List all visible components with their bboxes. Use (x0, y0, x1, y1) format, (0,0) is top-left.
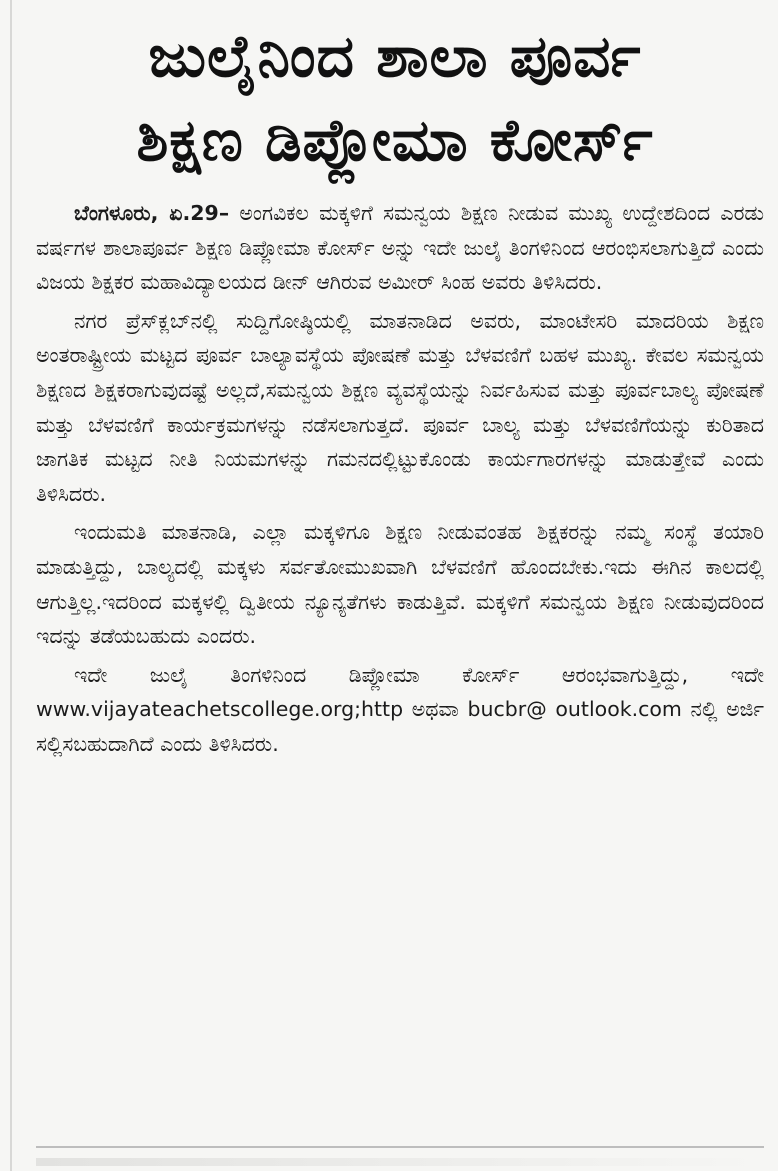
dateline: ಬೆಂಗಳೂರು, ಏ.29– (74, 201, 230, 225)
bottom-divider (36, 1146, 764, 1148)
article-paragraph-2: ನಗರ ಪ್ರೆಸ್‌ಕ್ಲಬ್‌ನಲ್ಲಿ ಸುದ್ದಿಗೋಷ್ಠಿಯಲ್ಲಿ ಮಾತನಾಡಿದ ಅವರು, ಮಾಂಟೇಸರಿ ಮಾದರಿಯ ಶಿಕ್ಷಣ ಅಂತರಾಷ್ಟ್ರೀಯ ಮಟ್ಟದ ಪೂರ್ವ ಬಾಲ್ಯಾವಸ್ಥೆಯ ಪೋಷಣೆ ಮತ್ತು ಬೆಳವಣಿಗೆ ಬಹಳ ಮುಖ್ಯ. ಕೇವಲ ಸಮನ್ವಯ ಶಿಕ್ಷಣದ ಶಿಕ್ಷಕರಾಗುವುದಷ್ಟೆ ಅಲ್ಲದೆ,ಸಮನ್ವಯ ಶಿಕ್ಷಣ ವ್ಯವಸ್ಥೆಯನ್ನು ನಿರ್ವಹಿಸುವ ಮತ್ತು ಪೂರ್ವಬಾಲ್ಯ ಪೋಷಣೆ ಮತ್ತು ಬೆಳವಣಿಗೆ ಕಾರ್ಯಕ್ರಮಗಳನ್ನು ನಡೆಸಲಾಗುತ್ತದೆ. ಪೂರ್ವ ಬಾಲ್ಯ ಮತ್ತು ಬೆಳವಣಿಗೆಯನ್ನು ಕುರಿತಾದ ಜಾಗತಿಕ ಮಟ್ಟದ ನೀತಿ ನಿಯಮಗಳನ್ನು ಗಮನದಲ್ಲಿಟ್ಟುಕೊಂಡು ಕಾರ್ಯಗಾರಗಳನ್ನು ಮಾಡುತ್ತೇವೆ ಎಂದು ತಿಳಿಸಿದರು. (36, 308, 764, 506)
article-paragraph-1 (36, 196, 764, 300)
article-paragraph-3: ಇಂದುಮತಿ ಮಾತನಾಡಿ, ಎಲ್ಲಾ ಮಕ್ಕಳಿಗೂ ಶಿಕ್ಷಣ ನೀಡುವಂತಹ ಶಿಕ್ಷಕರನ್ನು ನಮ್ಮ ಸಂಸ್ಥೆ ತಯಾರಿ ಮಾಡುತ್ತಿದ್ದು, ಬಾಲ್ಯದಲ್ಲಿ ಮಕ್ಕಳು ಸರ್ವತೋಮುಖವಾಗಿ ಬೆಳವಣಿಗೆ ಹೊಂದಬೇಕು.ಇದು ಈಗಿನ ಕಾಲದಲ್ಲಿ ಆಗುತ್ತಿಲ್ಲ.ಇದರಿಂದ ಮಕ್ಕಳಲ್ಲಿ ದ್ವಿತೀಯ ನ್ಯೂನ್ಯತೆಗಳು ಕಾಡುತ್ತಿವೆ. ಮಕ್ಕಳಿಗೆ ಸಮನ್ವಯ ಶಿಕ್ಷಣ ನೀಡುವುದರಿಂದ ಇದನ್ನು ತಡೆಯಬಹುದು ಎಂದರು. (36, 520, 764, 649)
headline (30, 14, 760, 182)
paragraph-1-text: ಅಂಗವಿಕಲ ಮಕ್ಕಳಿಗೆ ಸಮನ್ವಯ ಶಿಕ್ಷಣ ನೀಡುವ ಮುಖ್ಯ ಉದ್ದೇಶದಿಂದ ಎರಡು ವರ್ಷಗಳ ಶಾಲಾಪೂರ್ವ ಶಿಕ್ಷಣ ಡಿಪ್ಲೋಮಾ ಕೋರ್ಸ್ ಅನ್ನು ಇದೇ ಜುಲೈ ತಿಂಗಳಿನಿಂದ ಆರಂಭಿಸಲಾಗುತ್ತಿದೆ ಎಂದು ವಿಜಯ ಶಿಕ್ಷಕರ ಮಹಾವಿದ್ಯಾಲಯದ ಡೀನ್ ಆಗಿರುವ ಅಮೀರ್ ಸಿಂಹ ಅವರು ತಿಳಿಸಿದರು. (36, 201, 764, 295)
headline-line-2: ಶಿಕ್ಷಣ ಡಿಪ್ಲೋಮಾ ಕೋರ್ಸ್ (136, 106, 654, 174)
headline-line-1: ಜುಲೈನಿಂದ ಶಾಲಾ ಪೂರ್ವ (148, 22, 642, 90)
article-body (36, 196, 764, 762)
column-divider (10, 0, 12, 1171)
article-paragraph-4: ಇದೇ ಜುಲೈ ತಿಂಗಳಿನಿಂದ ಡಿಪ್ಲೋಮಾ ಕೋರ್ಸ್ ಆರಂಭವಾಗುತ್ತಿದ್ದು, ಇದೇ www.vijayateachetscollege.org;http ಅಥವಾ bucbr@ outlook.com ನಲ್ಲಿ ಅರ್ಜಿ ಸಲ್ಲಿಸಬಹುದಾಗಿದೆ ಎಂದು ತಿಳಿಸಿದರು. (36, 662, 764, 756)
next-article-edge (36, 1158, 764, 1166)
